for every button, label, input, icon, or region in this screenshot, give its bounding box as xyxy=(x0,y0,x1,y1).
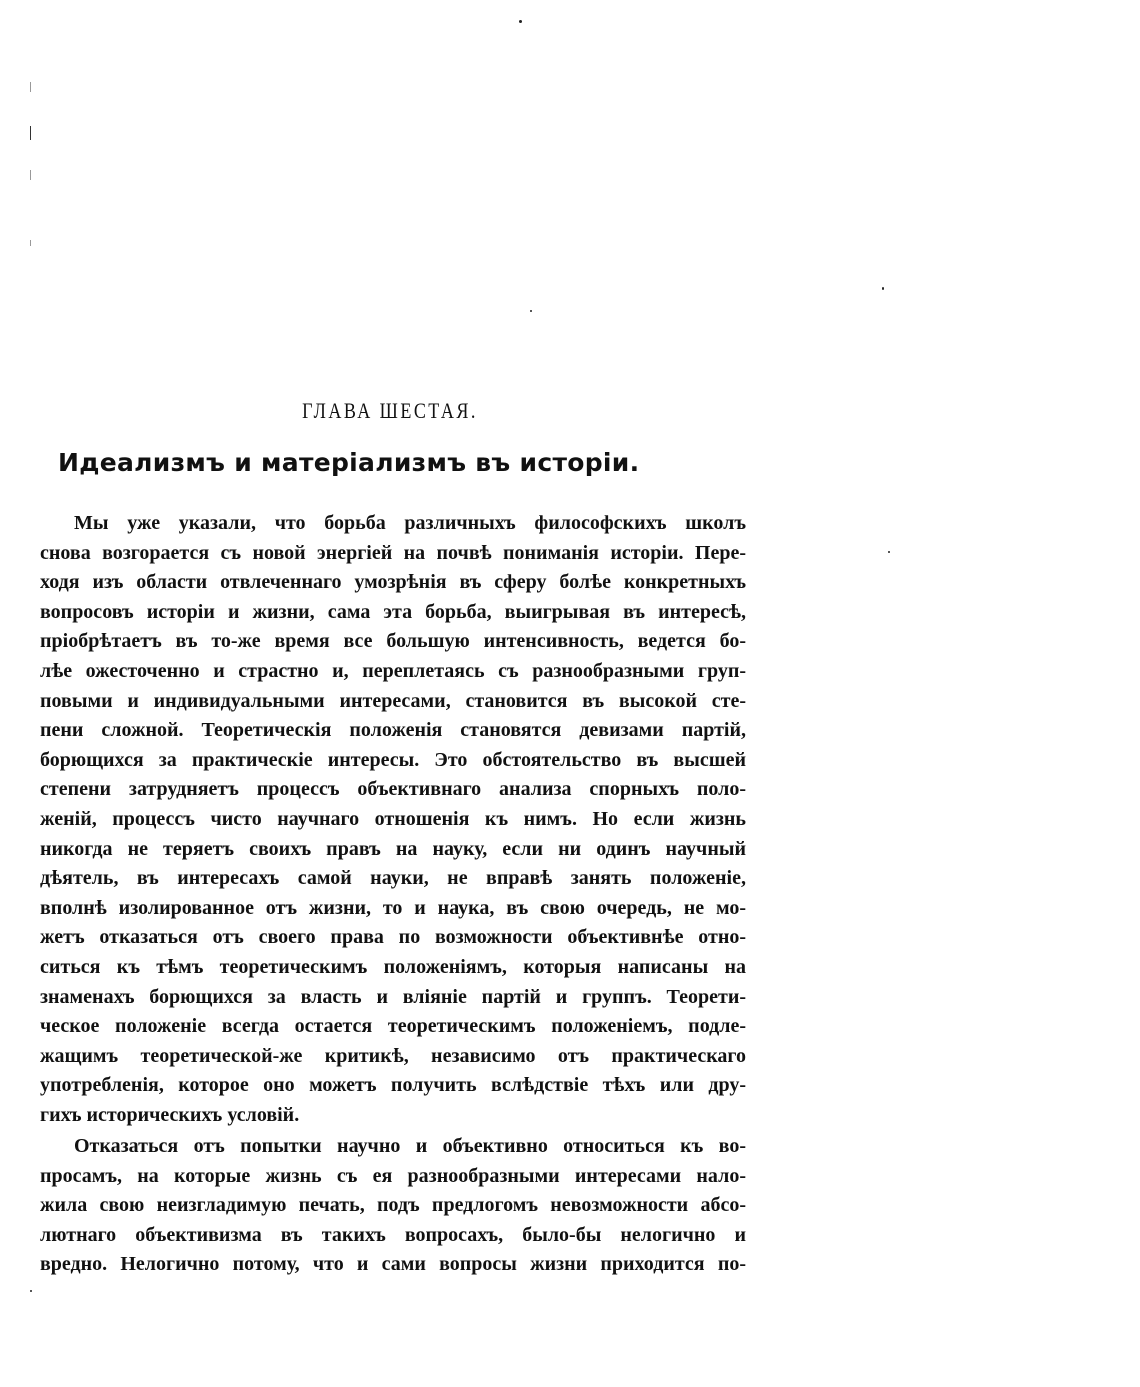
text-line: ческое положеніе всегда остается теоретическимъ положеніемъ, подле- xyxy=(40,1015,746,1038)
scan-speck xyxy=(882,287,884,290)
text-line: знаменахъ борющихся за власть и вліяніе партій и группъ. Теорети- xyxy=(40,985,746,1008)
margin-mark xyxy=(30,82,31,92)
text-line: снова возгорается съ новой энергіей на почвѣ пониманія исторіи. Пере- xyxy=(40,541,746,564)
text-line: пени сложной. Теоретическія положенія становятся девизами партій, xyxy=(40,719,746,742)
text-line: вполнѣ изолированное отъ жизни, то и наука, въ свою очередь, не мо- xyxy=(40,896,746,919)
text-line: лютнаго объективизма въ такихъ вопросахъ, было-бы нелогично и xyxy=(40,1223,746,1246)
scan-speck xyxy=(530,310,532,312)
chapter-title: Идеализмъ и матеріализмъ въ исторіи. xyxy=(58,448,640,477)
text-line: жила свою неизгладимую печать, подъ предлогомъ невозможности абсо- xyxy=(40,1194,746,1217)
text-line: ходя изъ области отвлеченнаго умозрѣнія въ сферу болѣе конкретныхъ xyxy=(40,571,746,594)
text-line: гихъ историческихъ условій. xyxy=(40,1103,300,1126)
text-line: Мы уже указали, что борьба различныхъ философскихъ школъ xyxy=(74,512,746,534)
paragraph-2 xyxy=(40,1132,746,1280)
text-line: вредно. Нелогично потому, что и сами вопросы жизни приходится по- xyxy=(40,1253,746,1276)
text-line: просамъ, на которые жизнь съ ея разнообразными интересами нало- xyxy=(40,1164,746,1187)
margin-mark xyxy=(30,170,31,180)
text-line: никогда не теряетъ своихъ правъ на науку, если ни одинъ научный xyxy=(40,837,746,860)
text-line: лѣе ожесточенно и страстно и, переплетаясь съ разнообразными груп- xyxy=(40,659,746,682)
text-line: степени затрудняетъ процессъ объективнаго анализа спорныхъ поло- xyxy=(40,778,746,801)
paragraph-1 xyxy=(40,509,746,1130)
margin-mark xyxy=(30,240,31,246)
margin-mark xyxy=(30,126,31,140)
text-line: Отказаться отъ попытки научно и объективно относиться къ во- xyxy=(74,1135,746,1157)
text-line: борющихся за практическіе интересы. Это обстоятельство въ высшей xyxy=(40,748,746,771)
text-line: употребленія, которое оно можетъ получить вслѣдствіе тѣхъ или дру- xyxy=(40,1074,746,1097)
text-line: жащимъ теоретической-же критикѣ, независимо отъ практическаго xyxy=(40,1044,746,1067)
scan-speck xyxy=(30,1290,32,1292)
scan-speck xyxy=(888,551,890,553)
text-line: женій, процессъ чисто научнаго отношенія къ нимъ. Но если жизнь xyxy=(40,807,746,830)
text-line: пріобрѣтаетъ въ то-же время все большую интенсивность, ведется бо- xyxy=(40,630,746,653)
text-line: ситься къ тѣмъ теоретическимъ положеніямъ, которыя написаны на xyxy=(40,955,746,978)
text-line: повыми и индивидуальными интересами, становится въ высокой сте- xyxy=(40,689,746,712)
text-line: жетъ отказаться отъ своего права по возможности объективнѣе отно- xyxy=(40,926,746,949)
text-line: вопросовъ исторіи и жизни, сама эта борьба, выигрывая въ интересѣ, xyxy=(40,600,746,623)
chapter-heading: ГЛАВА ШЕСТАЯ. xyxy=(302,398,478,423)
text-line: дѣятель, въ интересахъ самой науки, не вправѣ занять положеніе, xyxy=(40,867,746,890)
scan-speck xyxy=(519,20,522,23)
